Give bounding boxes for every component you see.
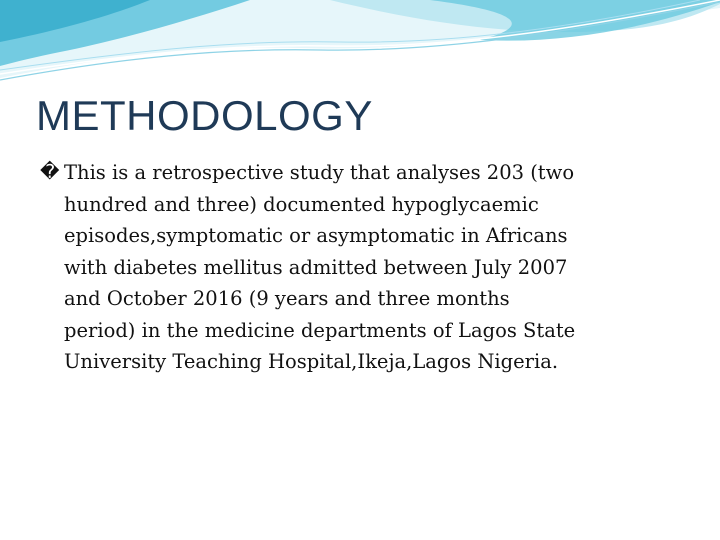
body-line: episodes,symptomatic or asymptomatic in Africans [64,224,568,247]
body-line: hundred and three) documented hypoglycaemic [64,192,539,216]
bullet-item [40,157,680,378]
body-line: This is a retrospective study that analyses 203 (two [64,161,575,184]
body-line: University Teaching Hospital,Ikeja,Lagos Nigeria. [64,350,559,373]
body-line: and October 2016 (9 years and three months [64,287,510,310]
body-line: period) in the medicine departments of Lagos State [64,318,576,342]
body-line: with diabetes mellitus admitted between July 2007 [64,255,568,279]
slide-title: METHODOLOGY [36,92,373,139]
body-text [40,157,680,378]
bullet-glyph-icon: � [40,161,60,183]
